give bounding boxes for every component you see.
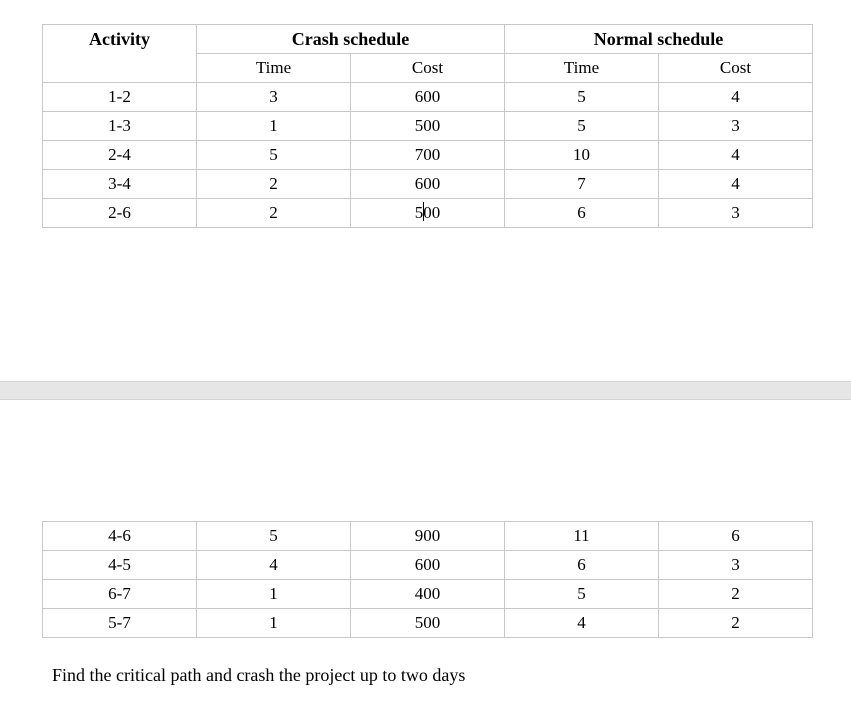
header-crash-time: Time bbox=[197, 54, 351, 83]
cell-activity[interactable]: 4-6 bbox=[43, 522, 197, 551]
table-row bbox=[43, 112, 813, 141]
cell-normal-time[interactable]: 4 bbox=[505, 609, 659, 638]
cell-normal-cost[interactable]: 6 bbox=[659, 522, 813, 551]
cell-activity[interactable]: 5-7 bbox=[43, 609, 197, 638]
cell-crash-time[interactable]: 5 bbox=[197, 522, 351, 551]
cell-activity[interactable]: 2-4 bbox=[43, 141, 197, 170]
table-row bbox=[43, 522, 813, 551]
cell-crash-time[interactable]: 2 bbox=[197, 170, 351, 199]
schedule-table-bottom bbox=[42, 521, 813, 638]
cell-crash-cost[interactable]: 600 bbox=[351, 170, 505, 199]
cell-normal-cost[interactable]: 4 bbox=[659, 170, 813, 199]
cell-crash-cost[interactable]: 700 bbox=[351, 141, 505, 170]
cell-crash-time[interactable]: 1 bbox=[197, 609, 351, 638]
cell-normal-time[interactable]: 5 bbox=[505, 83, 659, 112]
text-cursor bbox=[423, 202, 424, 221]
cell-normal-cost[interactable]: 2 bbox=[659, 609, 813, 638]
cell-crash-time[interactable]: 1 bbox=[197, 112, 351, 141]
table-row bbox=[43, 141, 813, 170]
cell-normal-time[interactable]: 5 bbox=[505, 112, 659, 141]
cell-normal-time[interactable]: 5 bbox=[505, 580, 659, 609]
cell-normal-cost[interactable]: 3 bbox=[659, 199, 813, 228]
cell-crash-cost[interactable]: 500 bbox=[351, 609, 505, 638]
header-crash-cost: Cost bbox=[351, 54, 505, 83]
cell-activity[interactable]: 3-4 bbox=[43, 170, 197, 199]
page-break-gap bbox=[0, 381, 851, 400]
cell-normal-cost[interactable]: 2 bbox=[659, 580, 813, 609]
header-normal-schedule: Normal schedule bbox=[505, 25, 813, 54]
cell-activity[interactable]: 1-3 bbox=[43, 112, 197, 141]
cell-crash-time[interactable]: 2 bbox=[197, 199, 351, 228]
cell-crash-time[interactable]: 1 bbox=[197, 580, 351, 609]
cell-crash-time[interactable]: 3 bbox=[197, 83, 351, 112]
cell-normal-time[interactable]: 10 bbox=[505, 141, 659, 170]
cell-activity[interactable]: 2-6 bbox=[43, 199, 197, 228]
cell-activity[interactable]: 1-2 bbox=[43, 83, 197, 112]
cell-crash-cost[interactable]: 600 bbox=[351, 83, 505, 112]
cell-normal-cost[interactable]: 4 bbox=[659, 83, 813, 112]
cell-normal-time[interactable]: 6 bbox=[505, 199, 659, 228]
table-row bbox=[43, 551, 813, 580]
schedule-table-top bbox=[42, 24, 813, 228]
cell-crash-cost[interactable]: 600 bbox=[351, 551, 505, 580]
cell-crash-time[interactable]: 4 bbox=[197, 551, 351, 580]
header-normal-cost: Cost bbox=[659, 54, 813, 83]
table-row bbox=[43, 580, 813, 609]
cell-crash-cost[interactable]: 400 bbox=[351, 580, 505, 609]
cell-crash-cost[interactable]: 500 bbox=[351, 112, 505, 141]
cell-normal-cost[interactable]: 3 bbox=[659, 551, 813, 580]
cell-activity[interactable]: 4-5 bbox=[43, 551, 197, 580]
cell-normal-cost[interactable]: 4 bbox=[659, 141, 813, 170]
table-row bbox=[43, 83, 813, 112]
cell-crash-cost[interactable]: 500 bbox=[351, 199, 505, 228]
header-crash-schedule: Crash schedule bbox=[197, 25, 505, 54]
cell-crash-time[interactable]: 5 bbox=[197, 141, 351, 170]
cell-normal-time[interactable]: 6 bbox=[505, 551, 659, 580]
cell-normal-cost[interactable]: 3 bbox=[659, 112, 813, 141]
cell-activity[interactable]: 6-7 bbox=[43, 580, 197, 609]
cell-crash-cost[interactable]: 900 bbox=[351, 522, 505, 551]
table-row bbox=[43, 199, 813, 228]
cell-normal-time[interactable]: 7 bbox=[505, 170, 659, 199]
instruction-text[interactable]: Find the critical path and crash the project up to two days bbox=[52, 665, 466, 685]
table-row bbox=[43, 609, 813, 638]
header-activity: Activity bbox=[43, 25, 197, 83]
cell-normal-time[interactable]: 11 bbox=[505, 522, 659, 551]
table-row bbox=[43, 170, 813, 199]
header-normal-time: Time bbox=[505, 54, 659, 83]
